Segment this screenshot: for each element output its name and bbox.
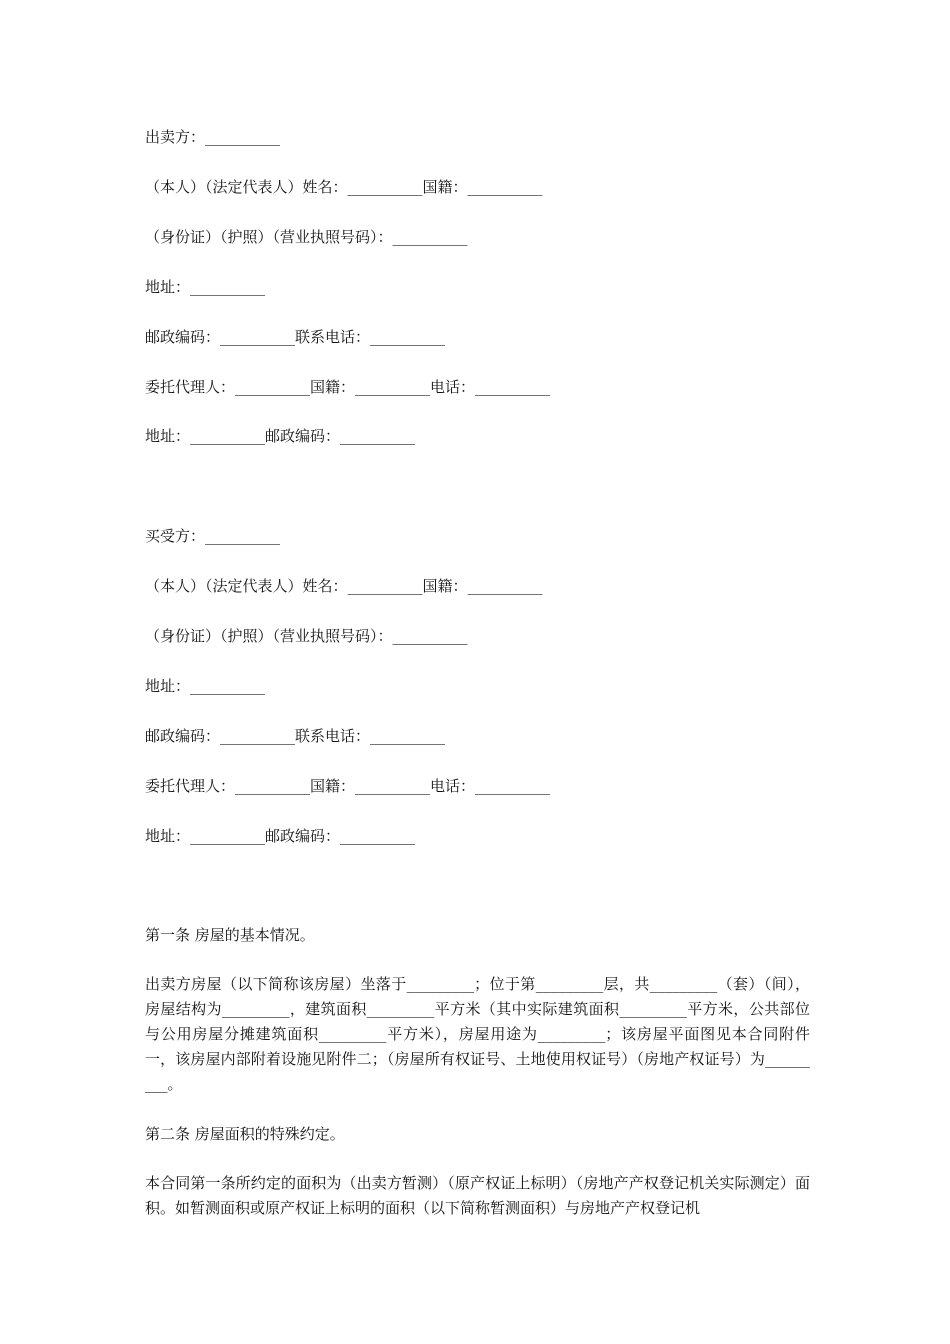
seller-address-line: 地址：__________ — [145, 278, 266, 296]
buyer-title: 买受方：__________ — [145, 527, 281, 545]
seller-name-line: （本人）（法定代表人）姓名：__________国籍：__________ — [145, 178, 543, 196]
buyer-postal-phone-line: 邮政编码：__________联系电话：__________ — [145, 727, 446, 745]
seller-id-line: （身份证）（护照）（营业执照号码）：__________ — [145, 228, 468, 246]
buyer-name-line: （本人）（法定代表人）姓名：__________国籍：__________ — [145, 577, 543, 595]
article-2-body: 本合同第一条所约定的面积为（出卖方暂测）（原产权证上标明）（房地产产权登记机关实际测定）面积。如暂测面积或原产权证上标明的面积（以下简称暂测面积）与房地产产权登记机 — [145, 1174, 810, 1217]
article-1-body: 出卖方房屋（以下简称该房屋）坐落于_________；位于第_________层，共_________（套）（间），房屋结构为_________，建筑面积_________平方米（其中实际建筑面积_________平方米，公共部位与公用房屋分摊建筑面积_________平方米），房屋用途为_________；该房屋平面图见本合同附件一，该房屋内部附着设施见附件二；（房屋所有权证号、土地使用权证号）（房地产权证号）为_________。 — [145, 975, 810, 1093]
seller-postal-phone-line: 邮政编码：__________联系电话：__________ — [145, 328, 446, 346]
buyer-address-line: 地址：__________ — [145, 677, 266, 695]
buyer-id-line: （身份证）（护照）（营业执照号码）：__________ — [145, 627, 468, 645]
buyer-agent-line: 委托代理人：__________国籍：__________电话：__________ — [145, 777, 551, 795]
buyer-agent-address-line: 地址：__________邮政编码：__________ — [145, 827, 416, 845]
seller-title: 出卖方：__________ — [145, 128, 281, 146]
seller-agent-line: 委托代理人：__________国籍：__________电话：__________ — [145, 378, 551, 396]
article-1-heading: 第一条 房屋的基本情况。 — [145, 926, 315, 944]
seller-agent-address-line: 地址：__________邮政编码：__________ — [145, 427, 416, 445]
article-2-heading: 第二条 房屋面积的特殊约定。 — [145, 1125, 345, 1143]
